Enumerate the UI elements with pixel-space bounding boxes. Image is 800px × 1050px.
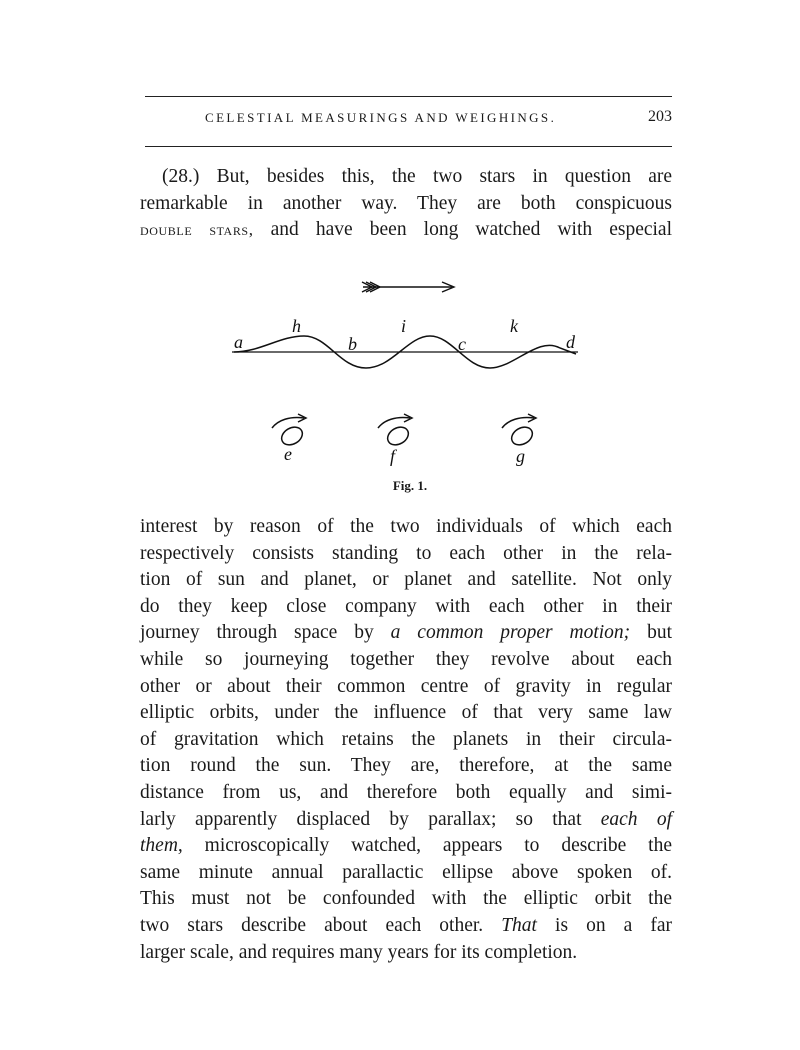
text-line: larger scale, and requires many years for its completion. — [140, 941, 578, 963]
running-head — [145, 108, 672, 130]
text-line: This must not be confounded with the elliptic orbit the — [140, 888, 672, 910]
label-k: k — [510, 316, 518, 336]
figure-caption: Fig. 1. — [392, 478, 428, 493]
running-title: CELESTIAL MEASURINGS AND WEIGHINGS. — [205, 110, 557, 125]
text-fragment: but — [630, 622, 673, 644]
paragraph-28-opening — [140, 164, 672, 244]
text-line — [140, 807, 672, 834]
text-line: respectively consists standing to each other in the rela- — [140, 542, 672, 564]
text-fragment: microscopically watched, appears to describe the — [182, 835, 672, 857]
header-bottom-rule — [145, 146, 672, 147]
text-fragment: journey through space by — [140, 622, 391, 644]
text-line: do they keep close company with each other in their — [140, 595, 672, 617]
text-line: same minute annual parallactic ellipse above spoken of. — [140, 861, 672, 883]
text-line — [140, 833, 672, 860]
italic-phrase: them, — [140, 835, 183, 857]
text-fragment: is on a far — [536, 914, 672, 936]
label-g: g — [516, 446, 525, 466]
text-line: distance from us, and therefore both equally and simi- — [140, 781, 672, 803]
text-line — [140, 217, 672, 244]
label-h: h — [292, 316, 301, 336]
text-line: of gravitation which retains the planets in their circula- — [140, 728, 672, 750]
label-i: i — [401, 316, 407, 336]
label-e: e — [284, 444, 292, 464]
label-d: d — [566, 332, 575, 352]
text-line — [140, 620, 672, 647]
figure-1 — [220, 270, 600, 500]
text-line: tion of sun and planet, or planet and satellite. Not only — [140, 569, 672, 591]
text-fragment: larly apparently displaced by parallax; so that — [140, 808, 601, 830]
label-f: f — [390, 446, 396, 466]
text-line: interest by reason of the two individuals of which each — [140, 516, 672, 537]
text-line — [140, 913, 672, 940]
header-top-rule — [145, 96, 672, 97]
text-line: (28.) But, besides this, the two stars in question are — [162, 166, 672, 187]
proper-motion-arrow — [362, 282, 454, 292]
text-line: while so journeying together they revolve about each — [140, 648, 672, 670]
figure-1-drawing — [220, 270, 600, 480]
paragraph-continuation — [140, 514, 672, 966]
italic-phrase: That — [501, 914, 537, 936]
italic-phrase: each of — [600, 808, 672, 830]
label-c: c — [458, 334, 466, 354]
label-a: a — [234, 332, 243, 352]
text-line: other or about their common centre of gravity in regular — [140, 675, 672, 697]
label-b: b — [348, 334, 357, 354]
text-line: tion round the sun. They are, therefore, at the same — [140, 755, 672, 777]
text-fragment: two stars describe about each other. — [140, 914, 502, 936]
italic-phrase: a common proper motion; — [390, 622, 631, 644]
text-line: elliptic orbits, under the influence of that very same law — [140, 702, 672, 724]
orbit-ellipse-g — [502, 414, 536, 448]
small-caps-term: double stars, — [140, 220, 254, 240]
text-line: remarkable in another way. They are both conspicuous — [140, 192, 672, 214]
page-number: 203 — [648, 108, 672, 125]
orbit-ellipse-f — [378, 414, 412, 448]
text-fragment: and have been long watched with especial — [253, 219, 672, 241]
